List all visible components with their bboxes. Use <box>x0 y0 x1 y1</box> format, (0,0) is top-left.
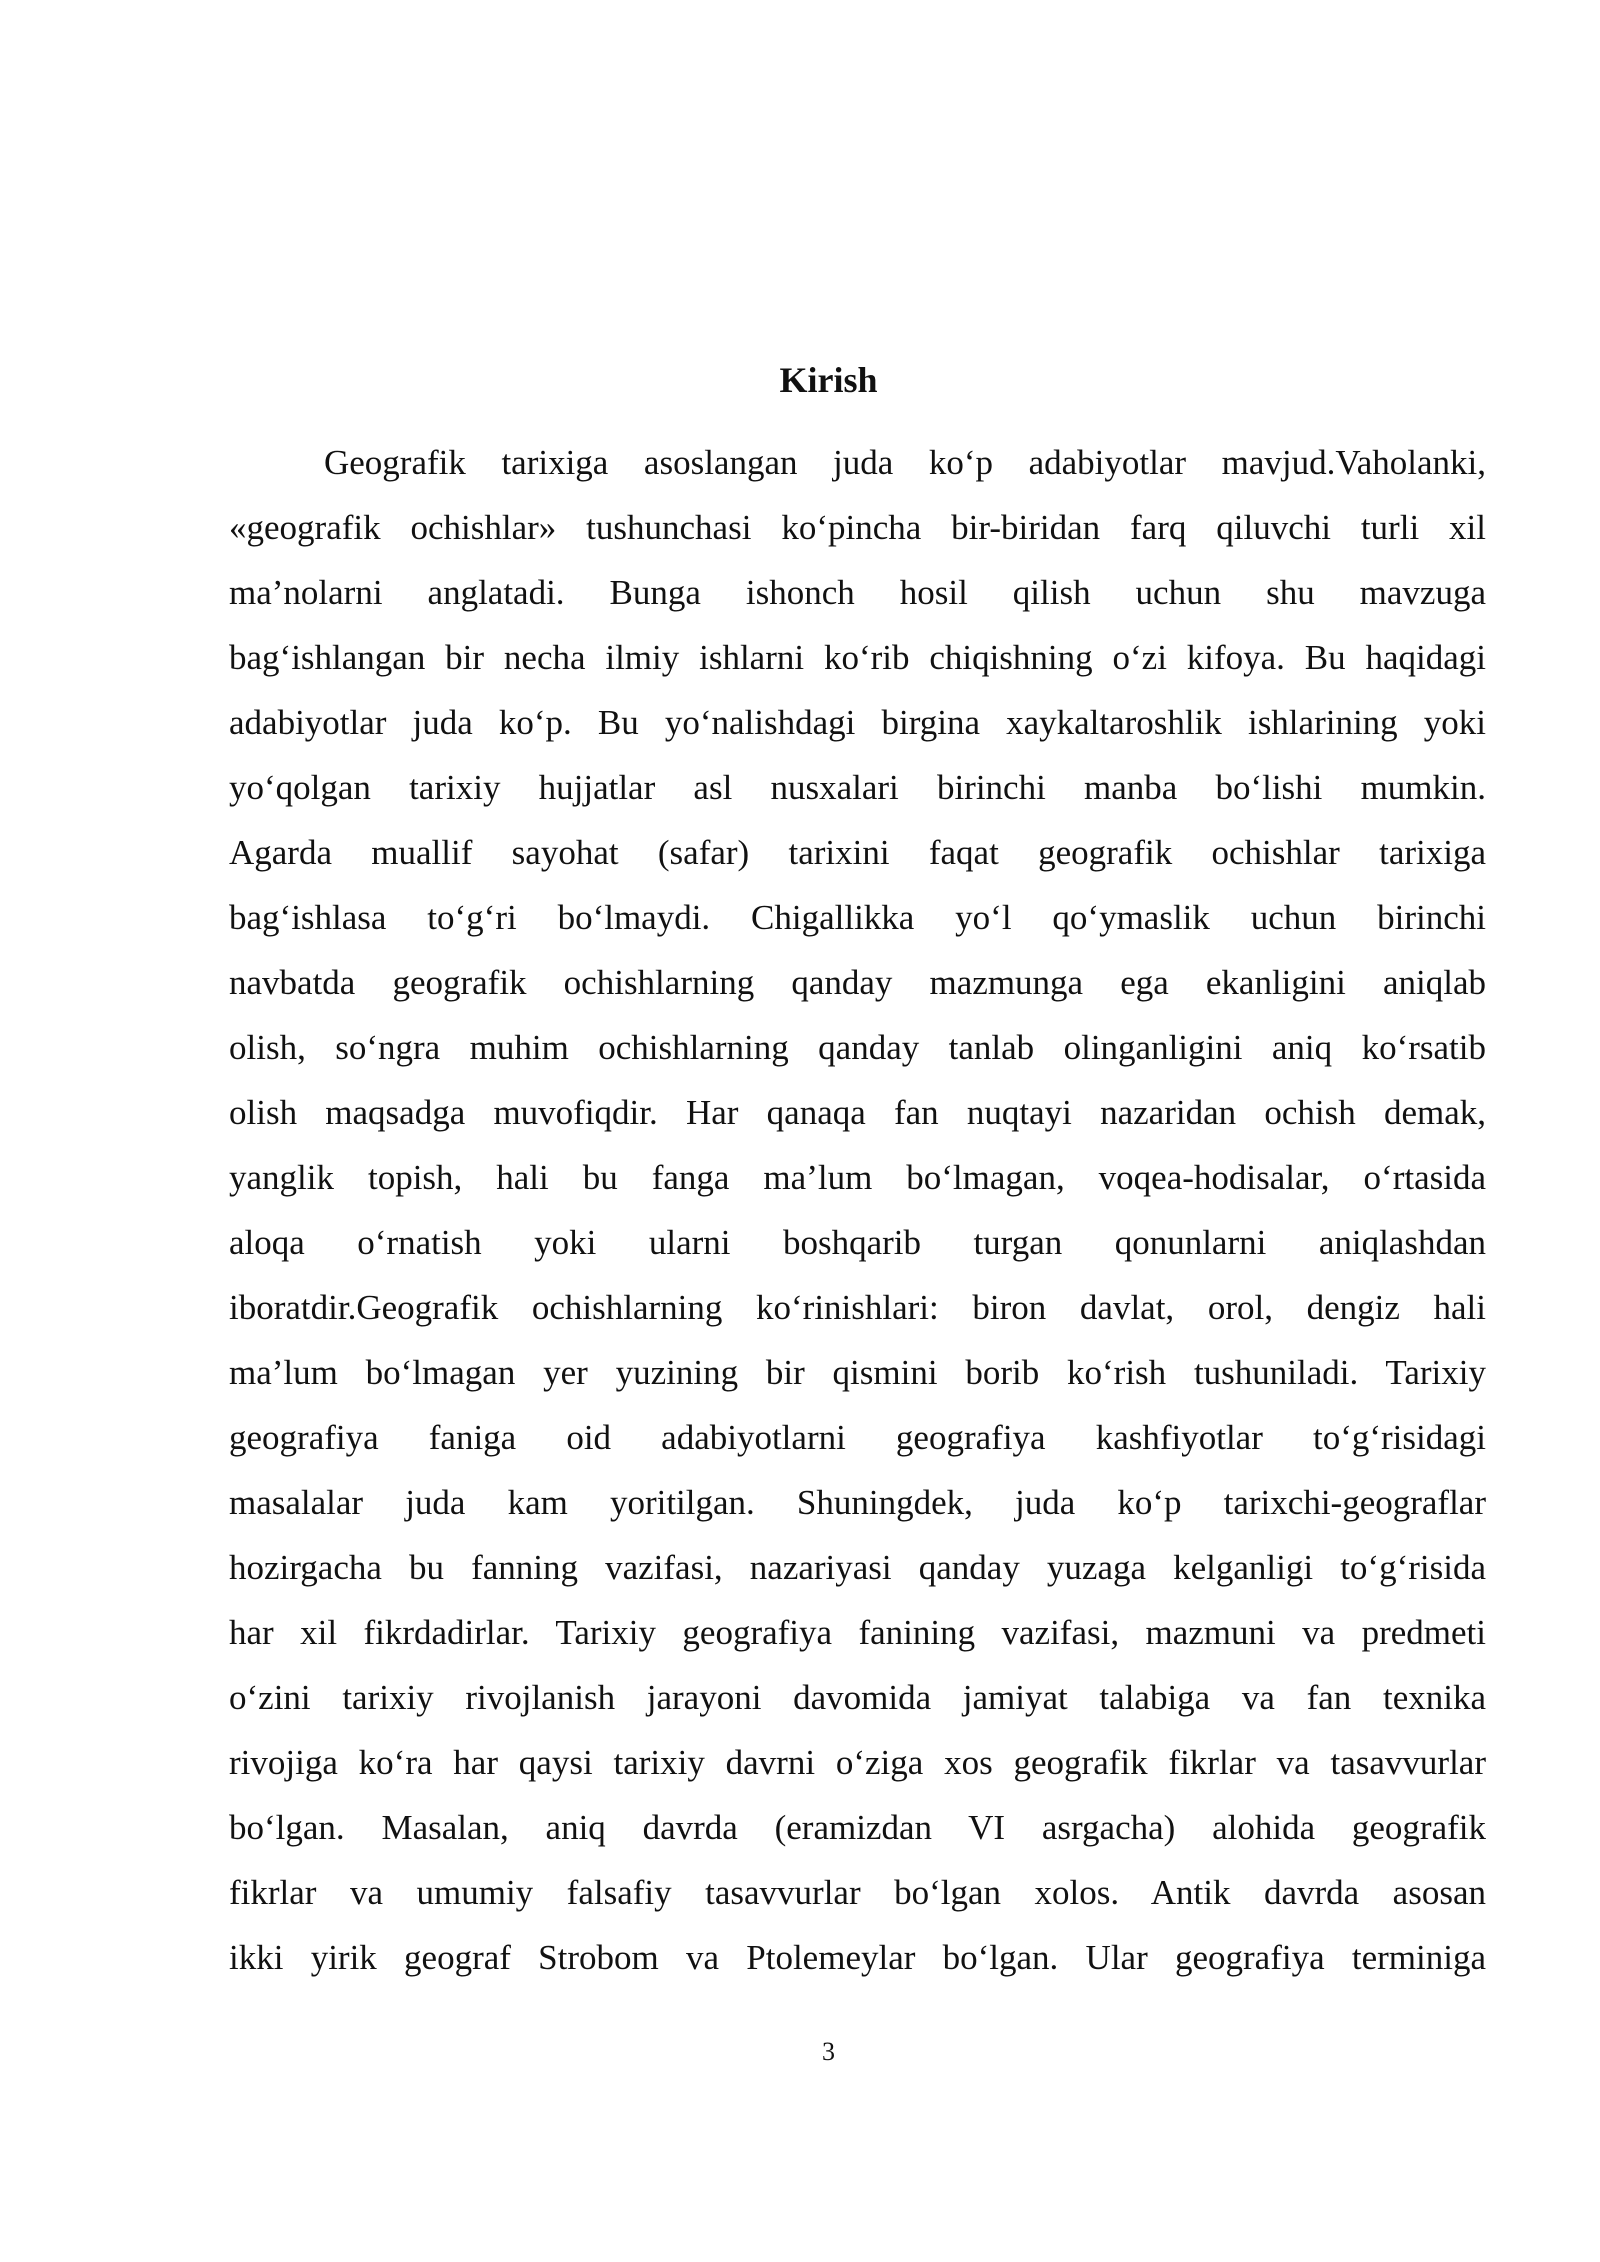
text-line: adabiyotlar juda ko‘p. Bu yo‘nalishdagi birgina xaykaltaroshlik ishlarining yoki <box>229 703 1486 742</box>
text-line: o‘zini tarixiy rivojlanish jarayoni davomida jamiyat talabiga va fan texnika <box>229 1678 1486 1717</box>
text-line: bo‘lgan. Masalan, aniq davrda (eramizdan VI asrgacha) alohida geografik <box>229 1808 1486 1847</box>
text-line: bag‘ishlangan bir necha ilmiy ishlarni ko‘rib chiqishning o‘zi kifoya. Bu haqidagi <box>229 638 1486 677</box>
text-line: olish, so‘ngra muhim ochishlarning qanday tanlab olinganligini aniq ko‘rsatib <box>229 1028 1486 1067</box>
text-line: yo‘qolgan tarixiy hujjatlar asl nusxalari birinchi manba bo‘lishi mumkin. <box>229 768 1486 807</box>
text-line: bag‘ishlasa to‘g‘ri bo‘lmaydi. Chigallikka yo‘l qo‘ymaslik uchun birinchi <box>229 898 1486 937</box>
page-number: 3 <box>822 2037 835 2066</box>
text-line: «geografik ochishlar» tushunchasi ko‘pincha bir-biridan farq qiluvchi turli xil <box>229 508 1486 547</box>
text-line: hozirgacha bu fanning vazifasi, nazariyasi qanday yuzaga kelganligi to‘g‘risida <box>229 1548 1486 1587</box>
text-line: fikrlar va umumiy falsafiy tasavvurlar bo‘lgan xolos. Antik davrda asosan <box>229 1873 1486 1912</box>
text-line: yanglik topish, hali bu fanga ma’lum bo‘lmagan, voqea-hodisalar, o‘rtasida <box>229 1158 1486 1197</box>
text-line: iboratdir.Geografik ochishlarning ko‘rinishlari: biron davlat, orol, dengiz hali <box>229 1288 1486 1327</box>
text-line: ikki yirik geograf Strobom va Ptolemeylar bo‘lgan. Ular geografiya terminiga <box>229 1938 1486 1977</box>
body-text <box>229 430 1486 1990</box>
page-title: Kirish <box>779 360 878 400</box>
text-line: ma’nolarni anglatadi. Bunga ishonch hosil qilish uchun shu mavzuga <box>229 573 1486 612</box>
text-line: har xil fikrdadirlar. Tarixiy geografiya fanining vazifasi, mazmuni va predmeti <box>229 1613 1486 1652</box>
text-line: geografiya faniga oid adabiyotlarni geografiya kashfiyotlar to‘g‘risidagi <box>229 1418 1486 1457</box>
text-line: Geografik tarixiga asoslangan juda ko‘p adabiyotlar mavjud.Vaholanki, <box>324 443 1486 482</box>
text-line: ma’lum bo‘lmagan yer yuzining bir qismini borib ko‘rish tushuniladi. Tarixiy <box>229 1353 1486 1392</box>
text-line: masalalar juda kam yoritilgan. Shuningdek, juda ko‘p tarixchi-geograflar <box>229 1483 1486 1522</box>
text-line: Agarda muallif sayohat (safar) tarixini faqat geografik ochishlar tarixiga <box>229 833 1486 872</box>
text-line: aloqa o‘rnatish yoki ularni boshqarib turgan qonunlarni aniqlashdan <box>229 1223 1486 1262</box>
text-line: olish maqsadga muvofiqdir. Har qanaqa fan nuqtayi nazaridan ochish demak, <box>229 1093 1486 1132</box>
text-line: rivojiga ko‘ra har qaysi tarixiy davrni o‘ziga xos geografik fikrlar va tasavvurlar <box>229 1743 1486 1782</box>
text-line: navbatda geografik ochishlarning qanday mazmunga ega ekanligini aniqlab <box>229 963 1486 1002</box>
